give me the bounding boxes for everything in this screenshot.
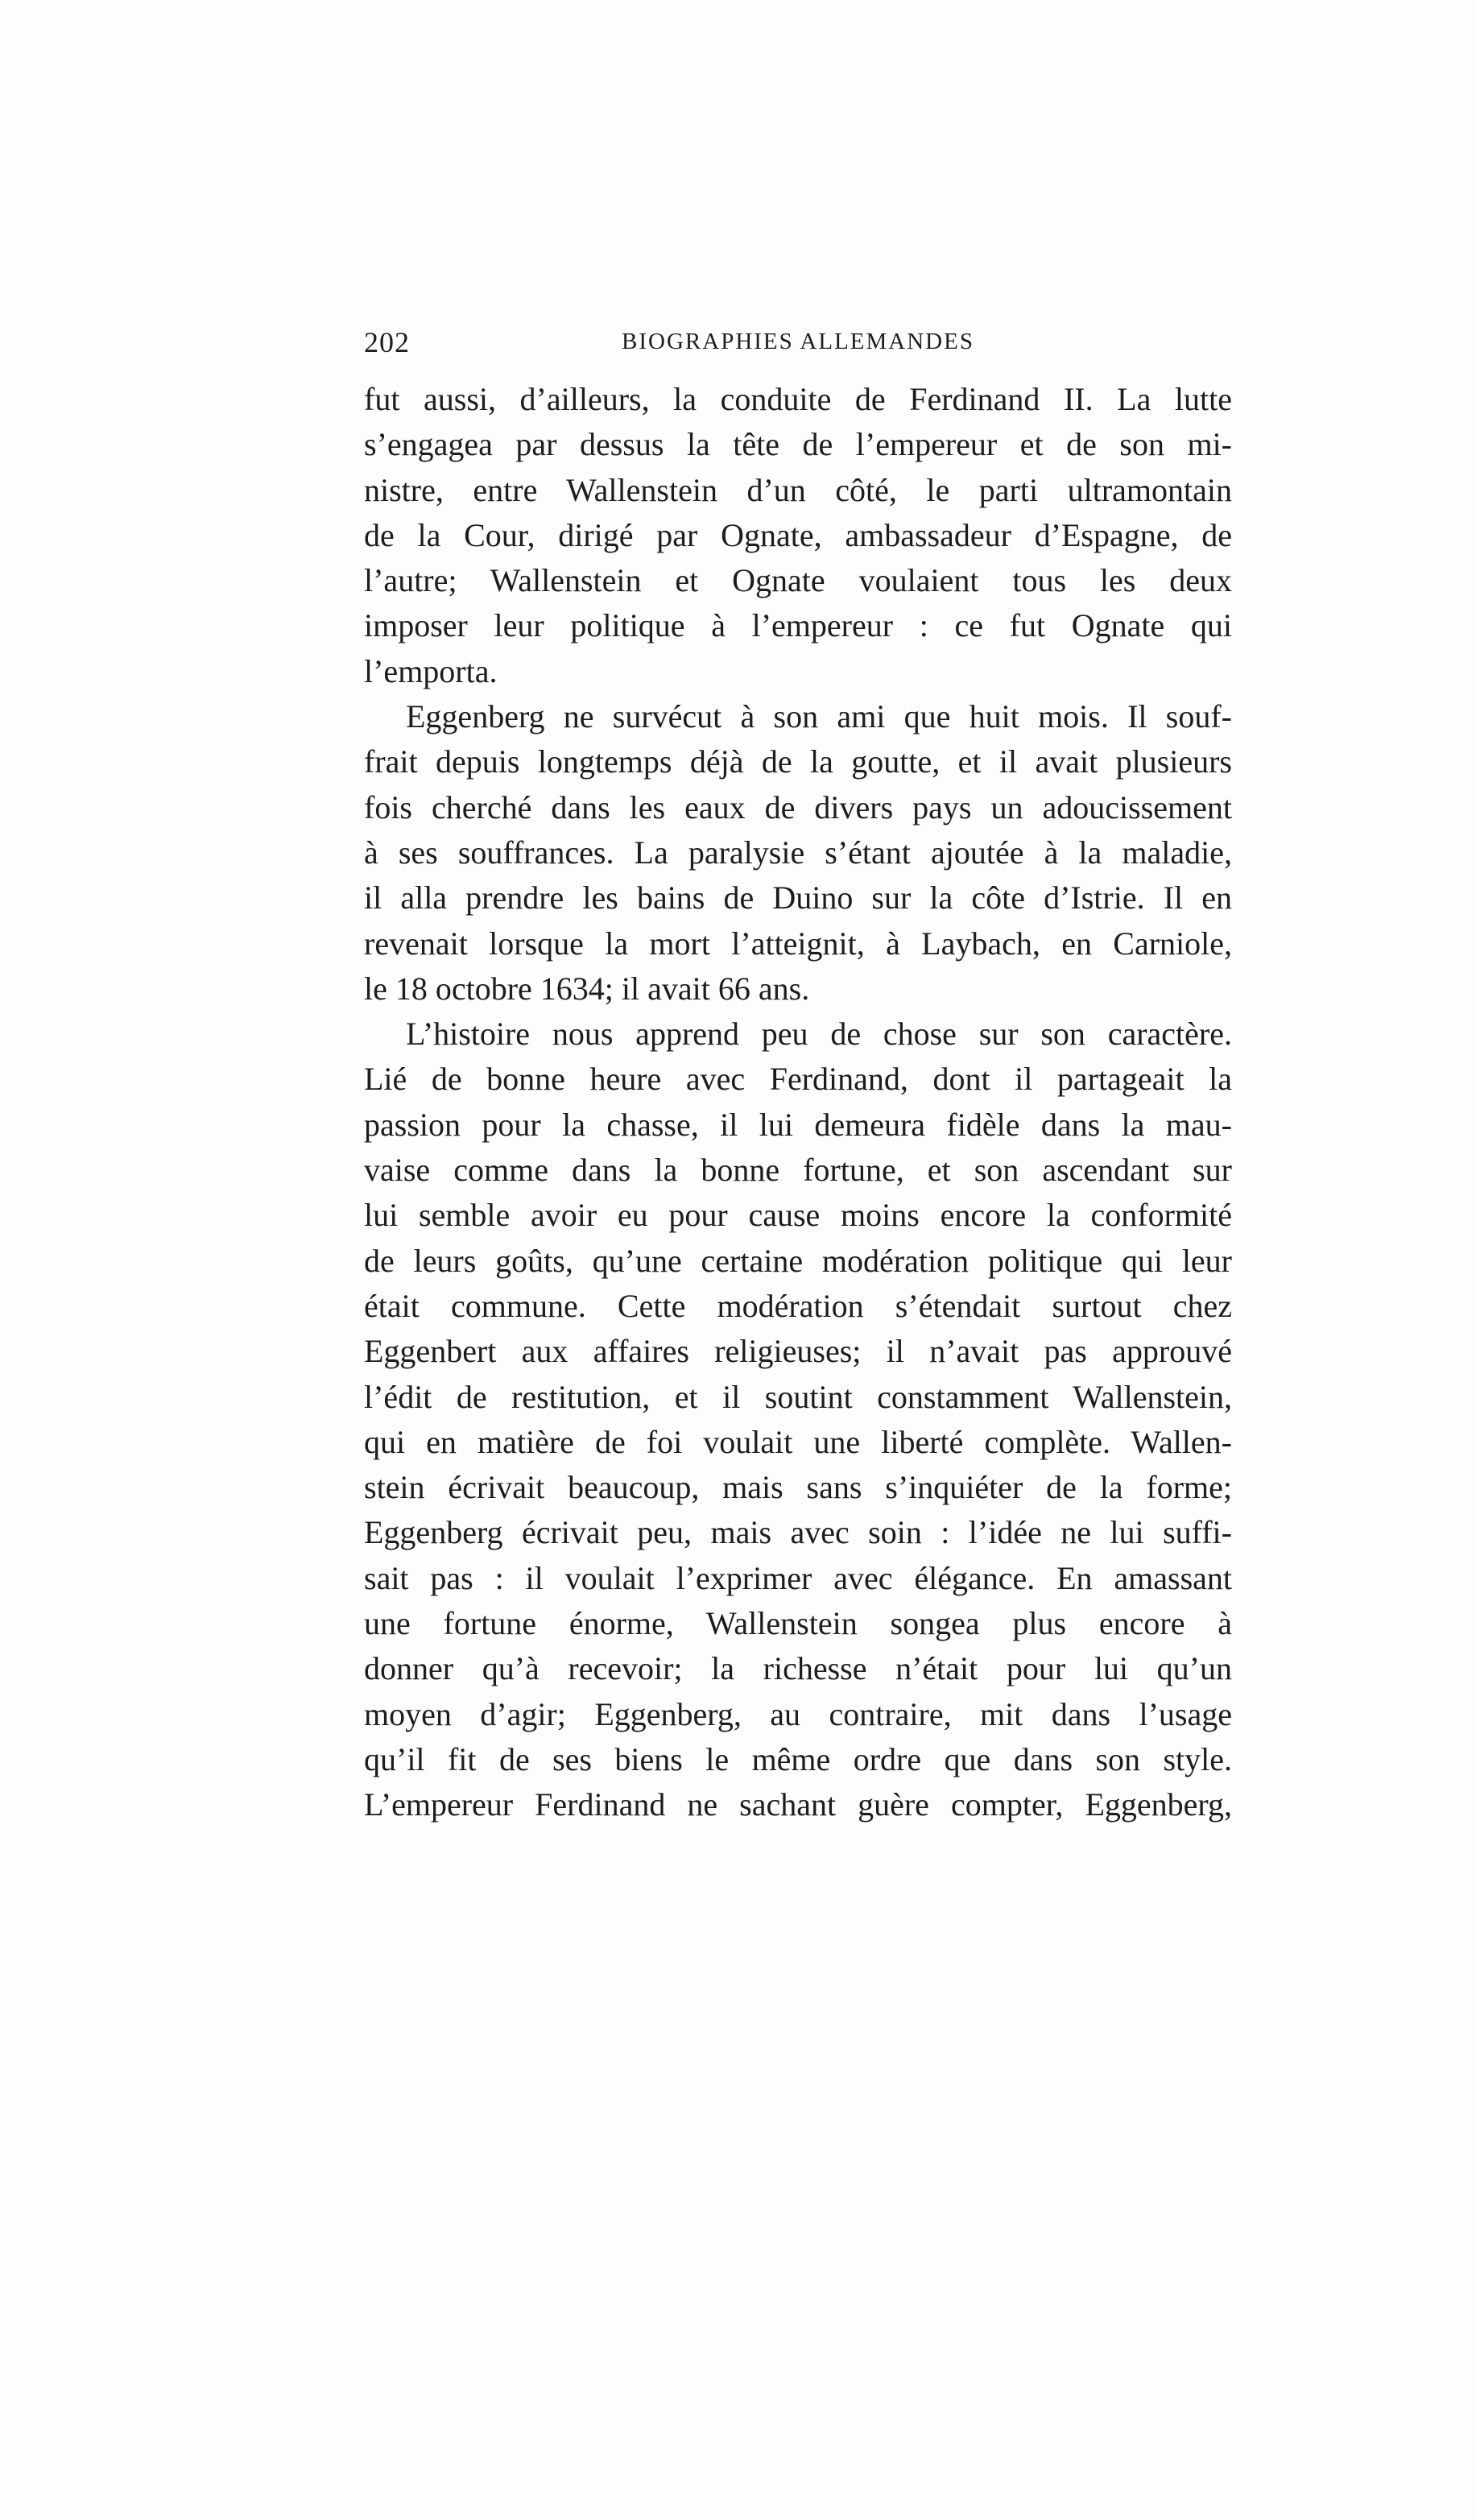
text-line: était commune. Cette modération s’étendait surtout chez [364, 1287, 1232, 1324]
text-line: qui en matière de foi voulait une liberté complète. Wallen- [364, 1423, 1232, 1460]
text-line: s’engagea par dessus la tête de l’empereur et de son mi- [364, 426, 1232, 463]
page-header [364, 325, 1232, 366]
text-line: qu’il fit de ses biens le même ordre que dans son style. [364, 1740, 1232, 1777]
text-line: le 18 octobre 1634; il avait 66 ans. [364, 970, 810, 1007]
body-text [364, 377, 1232, 1828]
text-line: fut aussi, d’ailleurs, la conduite de Ferdinand II. La lutte [364, 381, 1232, 417]
text-line: moyen d’agir; Eggenberg, au contraire, mit dans l’usage [364, 1695, 1232, 1732]
text-line: de leurs goûts, qu’une certaine modération politique qui leur [364, 1242, 1232, 1279]
text-line: Eggenberg écrivait peu, mais avec soin : l’idée ne lui suffi- [364, 1514, 1232, 1551]
text-line: L’empereur Ferdinand ne sachant guère compter, Eggenberg, [364, 1786, 1232, 1823]
text-line: Lié de bonne heure avec Ferdinand, dont il partageait la [364, 1061, 1232, 1098]
text-line: nistre, entre Wallenstein d’un côté, le parti ultramontain [364, 471, 1232, 508]
text-line: il alla prendre les bains de Duino sur la côte d’Istrie. Il en [364, 879, 1232, 917]
text-line: fois cherché dans les eaux de divers pays un adoucissement [364, 788, 1232, 826]
text-line: lui semble avoir eu pour cause moins encore la conformité [364, 1197, 1232, 1234]
running-head: BIOGRAPHIES ALLEMANDES [622, 329, 974, 354]
text-line: une fortune énorme, Wallenstein songea plus encore à [364, 1605, 1232, 1642]
text-line: passion pour la chasse, il lui demeura fidèle dans la mau- [364, 1106, 1232, 1143]
text-line: l’édit de restitution, et il soutint constamment Wallenstein, [364, 1378, 1232, 1415]
text-line: l’autre; Wallenstein et Ognate voulaient tous les deux [364, 562, 1232, 599]
text-line: à ses souffrances. La paralysie s’étant ajoutée à la maladie, [364, 834, 1232, 871]
text-line: stein écrivait beaucoup, mais sans s’inquiéter de la forme; [364, 1469, 1232, 1506]
text-line: sait pas : il voulait l’exprimer avec élégance. En amassant [364, 1559, 1232, 1596]
text-line: de la Cour, dirigé par Ognate, ambassadeur d’Espagne, de [364, 516, 1232, 553]
text-line: imposer leur politique à l’empereur : ce fut Ognate qui [364, 607, 1232, 644]
text-line: donner qu’à recevoir; la richesse n’était pour lui qu’un [364, 1650, 1232, 1687]
text-line: Eggenberg ne survécut à son ami que huit mois. Il souf- [406, 698, 1232, 735]
page-number: 202 [364, 326, 410, 358]
text-line: l’emporta. [364, 652, 498, 689]
text-line: Eggenbert aux affaires religieuses; il n’avait pas approuvé [364, 1333, 1232, 1370]
text-line: vaise comme dans la bonne fortune, et son ascendant sur [364, 1152, 1232, 1189]
text-line: frait depuis longtemps déjà de la goutte, et il avait plusieurs [364, 743, 1232, 780]
text-line: revenait lorsque la mort l’atteignit, à Laybach, en Carniole, [364, 925, 1232, 962]
text-line: L’histoire nous apprend peu de chose sur son caractère. [406, 1016, 1232, 1053]
